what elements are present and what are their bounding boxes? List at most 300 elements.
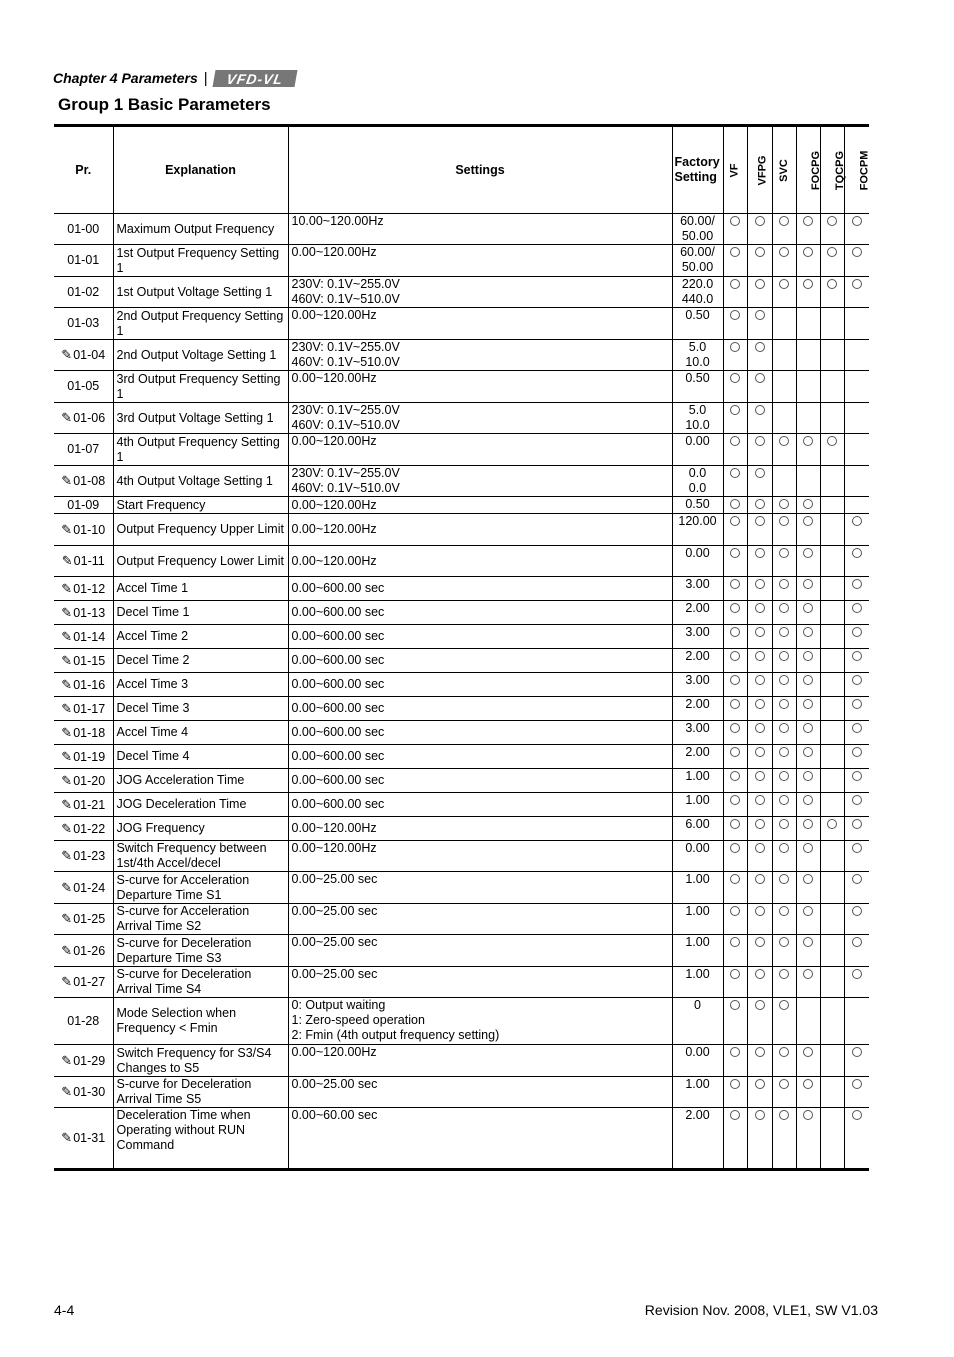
param-settings xyxy=(288,466,672,497)
supported-circle-icon xyxy=(779,627,789,637)
param-explanation: Mode Selection when Frequency < Fmin xyxy=(113,998,288,1045)
table-row xyxy=(54,721,869,745)
supported-circle-icon xyxy=(730,1000,740,1010)
supported-circle-icon xyxy=(755,723,765,733)
param-explanation: Output Frequency Upper Limit xyxy=(113,514,288,546)
factory-setting xyxy=(672,649,723,673)
param-settings xyxy=(288,673,672,697)
mode-cell-focpm xyxy=(844,673,869,697)
supported-circle-icon xyxy=(852,699,862,709)
param-number xyxy=(54,514,113,546)
param-id: 01-18 xyxy=(73,725,106,740)
settings-line: 0.00~120.00Hz xyxy=(291,522,377,536)
supported-circle-icon xyxy=(852,651,862,661)
mode-cell-vf xyxy=(723,277,747,308)
mode-cell-svc xyxy=(772,817,796,841)
param-explanation: Maximum Output Frequency xyxy=(113,214,288,245)
supported-circle-icon xyxy=(755,373,765,383)
param-id: 01-17 xyxy=(73,701,106,716)
param-settings xyxy=(288,872,672,904)
vfpg-label: VFPG xyxy=(755,155,768,186)
param-number xyxy=(54,1045,113,1077)
mode-cell-focpm xyxy=(844,904,869,935)
table-row xyxy=(54,769,869,793)
supported-circle-icon xyxy=(779,216,789,226)
mode-cell-vfpg xyxy=(747,673,772,697)
supported-circle-icon xyxy=(779,651,789,661)
supported-circle-icon xyxy=(803,675,813,685)
supported-circle-icon xyxy=(852,1110,862,1120)
supported-circle-icon xyxy=(852,548,862,558)
param-explanation: Accel Time 4 xyxy=(113,721,288,745)
mode-cell-vfpg xyxy=(747,340,772,371)
settings-line: 230V: 0.1V~255.0V xyxy=(291,466,400,480)
mode-cell-focpg xyxy=(796,817,820,841)
param-settings xyxy=(288,497,672,514)
param-id: 01-00 xyxy=(67,221,100,236)
mode-cell-tqcpg xyxy=(820,1108,844,1170)
table-row xyxy=(54,466,869,497)
supported-circle-icon xyxy=(755,819,765,829)
supported-circle-icon xyxy=(803,723,813,733)
factory-value: 50.00 xyxy=(681,229,714,243)
factory-value: 60.00/ xyxy=(680,214,715,228)
param-settings xyxy=(288,601,672,625)
chapter-title: Chapter 4 Parameters xyxy=(53,70,198,86)
param-explanation: 4th Output Voltage Setting 1 xyxy=(113,466,288,497)
settings-line: 0.00~120.00Hz xyxy=(291,821,377,835)
factory-setting xyxy=(672,673,723,697)
focpm-label: FOCPM xyxy=(857,150,870,191)
factory-value: 0.0 xyxy=(688,466,707,480)
edit-while-running-icon: ✎ xyxy=(61,628,73,644)
mode-cell-focpg xyxy=(796,497,820,514)
mode-cell-tqcpg xyxy=(820,904,844,935)
param-number xyxy=(54,769,113,793)
page-number: 4-4 xyxy=(54,1302,75,1318)
settings-line: 0.00~120.00Hz xyxy=(291,497,377,512)
settings-line: 1: Zero-speed operation xyxy=(291,1013,425,1027)
param-number xyxy=(54,497,113,514)
mode-cell-focpg xyxy=(796,577,820,601)
mode-cell-svc xyxy=(772,1077,796,1108)
supported-circle-icon xyxy=(803,1079,813,1089)
supported-circle-icon xyxy=(755,675,765,685)
param-explanation: JOG Acceleration Time xyxy=(113,769,288,793)
mode-cell-focpm xyxy=(844,546,869,577)
mode-cell-focpm xyxy=(844,745,869,769)
supported-circle-icon xyxy=(852,516,862,526)
param-number xyxy=(54,546,113,577)
mode-cell-focpg xyxy=(796,245,820,277)
supported-circle-icon xyxy=(730,516,740,526)
mode-cell-tqcpg xyxy=(820,434,844,466)
param-id: 01-29 xyxy=(73,1053,106,1068)
settings-line: 0.00~600.00 sec xyxy=(291,581,385,595)
factory-setting xyxy=(672,546,723,577)
supported-circle-icon xyxy=(755,216,765,226)
mode-cell-focpm xyxy=(844,1077,869,1108)
edit-while-running-icon: ✎ xyxy=(61,911,73,926)
table-row xyxy=(54,601,869,625)
mode-cell-tqcpg xyxy=(820,673,844,697)
param-explanation: 3rd Output Frequency Setting 1 xyxy=(113,371,288,403)
edit-while-running-icon: ✎ xyxy=(61,974,73,989)
param-id: 01-19 xyxy=(73,749,106,764)
settings-line: 460V: 0.1V~510.0V xyxy=(291,292,400,306)
svc-label: SVC xyxy=(777,159,790,182)
factory-label-2: Setting xyxy=(674,170,717,184)
mode-cell-vfpg xyxy=(747,546,772,577)
param-id: 01-27 xyxy=(73,975,106,989)
supported-circle-icon xyxy=(755,627,765,637)
factory-setting xyxy=(672,514,723,546)
supported-circle-icon xyxy=(803,247,813,257)
param-number xyxy=(54,697,113,721)
param-number xyxy=(54,904,113,935)
supported-circle-icon xyxy=(730,874,740,884)
factory-setting xyxy=(672,872,723,904)
supported-circle-icon xyxy=(730,969,740,979)
supported-circle-icon xyxy=(755,937,765,947)
mode-cell-vfpg xyxy=(747,1077,772,1108)
settings-line: 10.00~120.00Hz xyxy=(291,214,384,228)
col-header-vfpg xyxy=(747,126,772,214)
param-settings xyxy=(288,214,672,245)
supported-circle-icon xyxy=(803,937,813,947)
mode-cell-svc xyxy=(772,214,796,245)
param-settings xyxy=(288,546,672,577)
mode-cell-vf xyxy=(723,1077,747,1108)
mode-cell-vfpg xyxy=(747,371,772,403)
factory-value: 1.00 xyxy=(685,793,710,807)
supported-circle-icon xyxy=(755,603,765,613)
mode-cell-tqcpg xyxy=(820,601,844,625)
supported-circle-icon xyxy=(803,579,813,589)
param-settings xyxy=(288,340,672,371)
supported-circle-icon xyxy=(827,247,837,257)
factory-value: 3.00 xyxy=(685,673,710,687)
supported-circle-icon xyxy=(803,216,813,226)
supported-circle-icon xyxy=(803,1110,813,1120)
mode-cell-focpg xyxy=(796,601,820,625)
mode-cell-vf xyxy=(723,745,747,769)
param-number xyxy=(54,403,113,434)
edit-while-running-icon: ✎ xyxy=(61,848,73,863)
mode-cell-tqcpg xyxy=(820,514,844,546)
mode-cell-tqcpg xyxy=(820,841,844,872)
param-settings xyxy=(288,1045,672,1077)
edit-while-running-icon: ✎ xyxy=(61,521,73,537)
supported-circle-icon xyxy=(755,342,765,352)
param-number xyxy=(54,935,113,967)
mode-cell-svc xyxy=(772,577,796,601)
settings-line: 0.00~120.00Hz xyxy=(291,841,377,855)
mode-cell-vf xyxy=(723,601,747,625)
factory-setting xyxy=(672,245,723,277)
mode-cell-vfpg xyxy=(747,514,772,546)
settings-line: 0.00~120.00Hz xyxy=(291,1045,377,1059)
table-row xyxy=(54,1108,869,1170)
factory-value: 0 xyxy=(694,998,701,1012)
revision-info: Revision Nov. 2008, VLE1, SW V1.03 xyxy=(644,1302,878,1318)
mode-cell-tqcpg xyxy=(820,277,844,308)
param-number xyxy=(54,998,113,1045)
param-number xyxy=(54,1077,113,1108)
mode-cell-focpm xyxy=(844,817,869,841)
settings-line: 0.00~600.00 sec xyxy=(291,629,385,643)
mode-cell-tqcpg xyxy=(820,625,844,649)
param-number xyxy=(54,745,113,769)
mode-cell-focpm xyxy=(844,214,869,245)
param-number xyxy=(54,577,113,601)
table-row xyxy=(54,371,869,403)
param-explanation: Accel Time 2 xyxy=(113,625,288,649)
table-row xyxy=(54,546,869,577)
param-number xyxy=(54,967,113,998)
settings-line: 0.00~600.00 sec xyxy=(291,797,385,811)
settings-line: 230V: 0.1V~255.0V xyxy=(291,277,400,291)
supported-circle-icon xyxy=(852,216,862,226)
param-id: 01-14 xyxy=(73,629,106,644)
table-row xyxy=(54,514,869,546)
factory-value: 1.00 xyxy=(685,872,710,886)
mode-cell-tqcpg xyxy=(820,546,844,577)
supported-circle-icon xyxy=(730,247,740,257)
col-header-vf xyxy=(723,126,747,214)
factory-value: 5.0 xyxy=(688,340,707,354)
mode-cell-focpm xyxy=(844,466,869,497)
supported-circle-icon xyxy=(779,699,789,709)
factory-value: 1.00 xyxy=(685,967,710,981)
supported-circle-icon xyxy=(755,1110,765,1120)
mode-cell-vf xyxy=(723,308,747,340)
mode-cell-vf xyxy=(723,721,747,745)
settings-line: 0.00~60.00 sec xyxy=(291,1108,378,1122)
mode-cell-svc xyxy=(772,673,796,697)
param-id: 01-15 xyxy=(73,653,106,668)
mode-cell-svc xyxy=(772,308,796,340)
param-explanation: Deceleration Time when Operating without RUN Command xyxy=(113,1108,288,1170)
mode-cell-focpg xyxy=(796,514,820,546)
factory-value: 0.00 xyxy=(685,546,710,560)
param-explanation: Switch Frequency between 1st/4th Accel/decel xyxy=(113,841,288,872)
mode-cell-vfpg xyxy=(747,967,772,998)
param-id: 01-30 xyxy=(73,1085,106,1099)
param-id: 01-06 xyxy=(73,411,106,425)
table-row xyxy=(54,625,869,649)
edit-while-running-icon: ✎ xyxy=(61,347,73,362)
mode-cell-tqcpg xyxy=(820,497,844,514)
factory-setting xyxy=(672,967,723,998)
mode-cell-svc xyxy=(772,998,796,1045)
mode-cell-vfpg xyxy=(747,721,772,745)
table-row xyxy=(54,649,869,673)
supported-circle-icon xyxy=(779,1110,789,1120)
supported-circle-icon xyxy=(730,310,740,320)
mode-cell-vf xyxy=(723,245,747,277)
mode-cell-vf xyxy=(723,577,747,601)
param-number xyxy=(54,277,113,308)
mode-cell-vf xyxy=(723,434,747,466)
mode-cell-svc xyxy=(772,497,796,514)
param-id: 01-07 xyxy=(67,442,100,456)
supported-circle-icon xyxy=(852,579,862,589)
param-settings xyxy=(288,721,672,745)
table-row xyxy=(54,967,869,998)
param-explanation: S-curve for Acceleration Departure Time S1 xyxy=(113,872,288,904)
mode-cell-focpm xyxy=(844,577,869,601)
supported-circle-icon xyxy=(803,747,813,757)
mode-cell-vf xyxy=(723,817,747,841)
mode-cell-focpm xyxy=(844,497,869,514)
factory-value: 0.00 xyxy=(685,841,710,855)
supported-circle-icon xyxy=(852,906,862,916)
mode-cell-vfpg xyxy=(747,872,772,904)
supported-circle-icon xyxy=(755,795,765,805)
param-number xyxy=(54,214,113,245)
supported-circle-icon xyxy=(803,699,813,709)
mode-cell-focpg xyxy=(796,998,820,1045)
mode-cell-tqcpg xyxy=(820,371,844,403)
mode-cell-focpg xyxy=(796,935,820,967)
mode-cell-focpg xyxy=(796,277,820,308)
mode-cell-focpg xyxy=(796,371,820,403)
edit-while-running-icon: ✎ xyxy=(61,820,73,836)
supported-circle-icon xyxy=(803,843,813,853)
factory-setting xyxy=(672,904,723,935)
supported-circle-icon xyxy=(852,937,862,947)
supported-circle-icon xyxy=(730,342,740,352)
mode-cell-vfpg xyxy=(747,841,772,872)
mode-cell-focpg xyxy=(796,872,820,904)
supported-circle-icon xyxy=(779,675,789,685)
param-explanation: 4th Output Frequency Setting 1 xyxy=(113,434,288,466)
factory-value: 2.00 xyxy=(685,697,710,711)
supported-circle-icon xyxy=(852,795,862,805)
factory-setting xyxy=(672,998,723,1045)
mode-cell-focpg xyxy=(796,214,820,245)
supported-circle-icon xyxy=(827,216,837,226)
col-header-explanation: Explanation xyxy=(113,126,288,214)
mode-cell-tqcpg xyxy=(820,998,844,1045)
factory-value: 5.0 xyxy=(688,403,707,417)
col-header-focpg xyxy=(796,126,820,214)
mode-cell-vfpg xyxy=(747,697,772,721)
supported-circle-icon xyxy=(779,819,789,829)
supported-circle-icon xyxy=(755,468,765,478)
factory-setting xyxy=(672,745,723,769)
mode-cell-vf xyxy=(723,466,747,497)
edit-while-running-icon: ✎ xyxy=(61,748,73,764)
edit-while-running-icon: ✎ xyxy=(61,410,73,425)
edit-while-running-icon: ✎ xyxy=(61,772,73,788)
table-row xyxy=(54,841,869,872)
param-settings xyxy=(288,434,672,466)
mode-cell-focpm xyxy=(844,308,869,340)
mode-cell-svc xyxy=(772,546,796,577)
supported-circle-icon xyxy=(779,874,789,884)
factory-value: 10.0 xyxy=(685,418,710,432)
mode-cell-svc xyxy=(772,625,796,649)
settings-line: 460V: 0.1V~510.0V xyxy=(291,355,400,369)
supported-circle-icon xyxy=(755,548,765,558)
factory-setting xyxy=(672,601,723,625)
mode-cell-focpg xyxy=(796,841,820,872)
edit-while-running-icon: ✎ xyxy=(61,942,73,958)
supported-circle-icon xyxy=(803,548,813,558)
parameter-table xyxy=(54,124,869,1171)
header-separator: | xyxy=(203,69,208,87)
table-row xyxy=(54,697,869,721)
supported-circle-icon xyxy=(779,906,789,916)
mode-cell-focpg xyxy=(796,308,820,340)
param-id: 01-22 xyxy=(73,821,106,836)
mode-cell-focpg xyxy=(796,466,820,497)
param-settings xyxy=(288,1077,672,1108)
param-explanation: S-curve for Deceleration Departure Time S3 xyxy=(113,935,288,967)
mode-cell-tqcpg xyxy=(820,721,844,745)
param-id: 01-24 xyxy=(73,880,106,895)
supported-circle-icon xyxy=(852,747,862,757)
mode-cell-vf xyxy=(723,793,747,817)
factory-setting xyxy=(672,1045,723,1077)
mode-cell-svc xyxy=(772,769,796,793)
factory-value: 2.00 xyxy=(685,1108,710,1122)
settings-line: 0.00~25.00 sec xyxy=(291,904,378,918)
mode-cell-focpg xyxy=(796,673,820,697)
param-explanation: 1st Output Frequency Setting 1 xyxy=(113,245,288,277)
mode-cell-focpg xyxy=(796,904,820,935)
supported-circle-icon xyxy=(852,247,862,257)
mode-cell-tqcpg xyxy=(820,577,844,601)
supported-circle-icon xyxy=(730,279,740,289)
factory-value: 3.00 xyxy=(685,577,710,591)
mode-cell-focpm xyxy=(844,721,869,745)
mode-cell-vfpg xyxy=(747,214,772,245)
param-id: 01-03 xyxy=(67,316,100,330)
param-id: 01-23 xyxy=(73,849,106,863)
param-id: 01-28 xyxy=(67,1013,100,1028)
param-id: 01-31 xyxy=(73,1131,106,1145)
param-number xyxy=(54,625,113,649)
param-explanation: Start Frequency xyxy=(113,497,288,514)
mode-cell-vfpg xyxy=(747,904,772,935)
param-explanation: Decel Time 1 xyxy=(113,601,288,625)
supported-circle-icon xyxy=(803,499,813,509)
edit-while-running-icon: ✎ xyxy=(61,796,73,812)
supported-circle-icon xyxy=(755,969,765,979)
edit-while-running-icon: ✎ xyxy=(61,879,73,895)
mode-cell-svc xyxy=(772,434,796,466)
table-row xyxy=(54,245,869,277)
settings-line: 0.00~600.00 sec xyxy=(291,605,385,619)
param-explanation: Accel Time 3 xyxy=(113,673,288,697)
param-settings xyxy=(288,403,672,434)
supported-circle-icon xyxy=(779,247,789,257)
settings-line: 0.00~25.00 sec xyxy=(291,967,378,981)
mode-cell-vf xyxy=(723,371,747,403)
supported-circle-icon xyxy=(755,405,765,415)
supported-circle-icon xyxy=(755,279,765,289)
mode-cell-vf xyxy=(723,497,747,514)
settings-line: 0.00~120.00Hz xyxy=(291,371,377,385)
mode-cell-tqcpg xyxy=(820,1077,844,1108)
settings-line: 0.00~25.00 sec xyxy=(291,872,378,886)
supported-circle-icon xyxy=(779,579,789,589)
mode-cell-vfpg xyxy=(747,277,772,308)
mode-cell-focpg xyxy=(796,546,820,577)
